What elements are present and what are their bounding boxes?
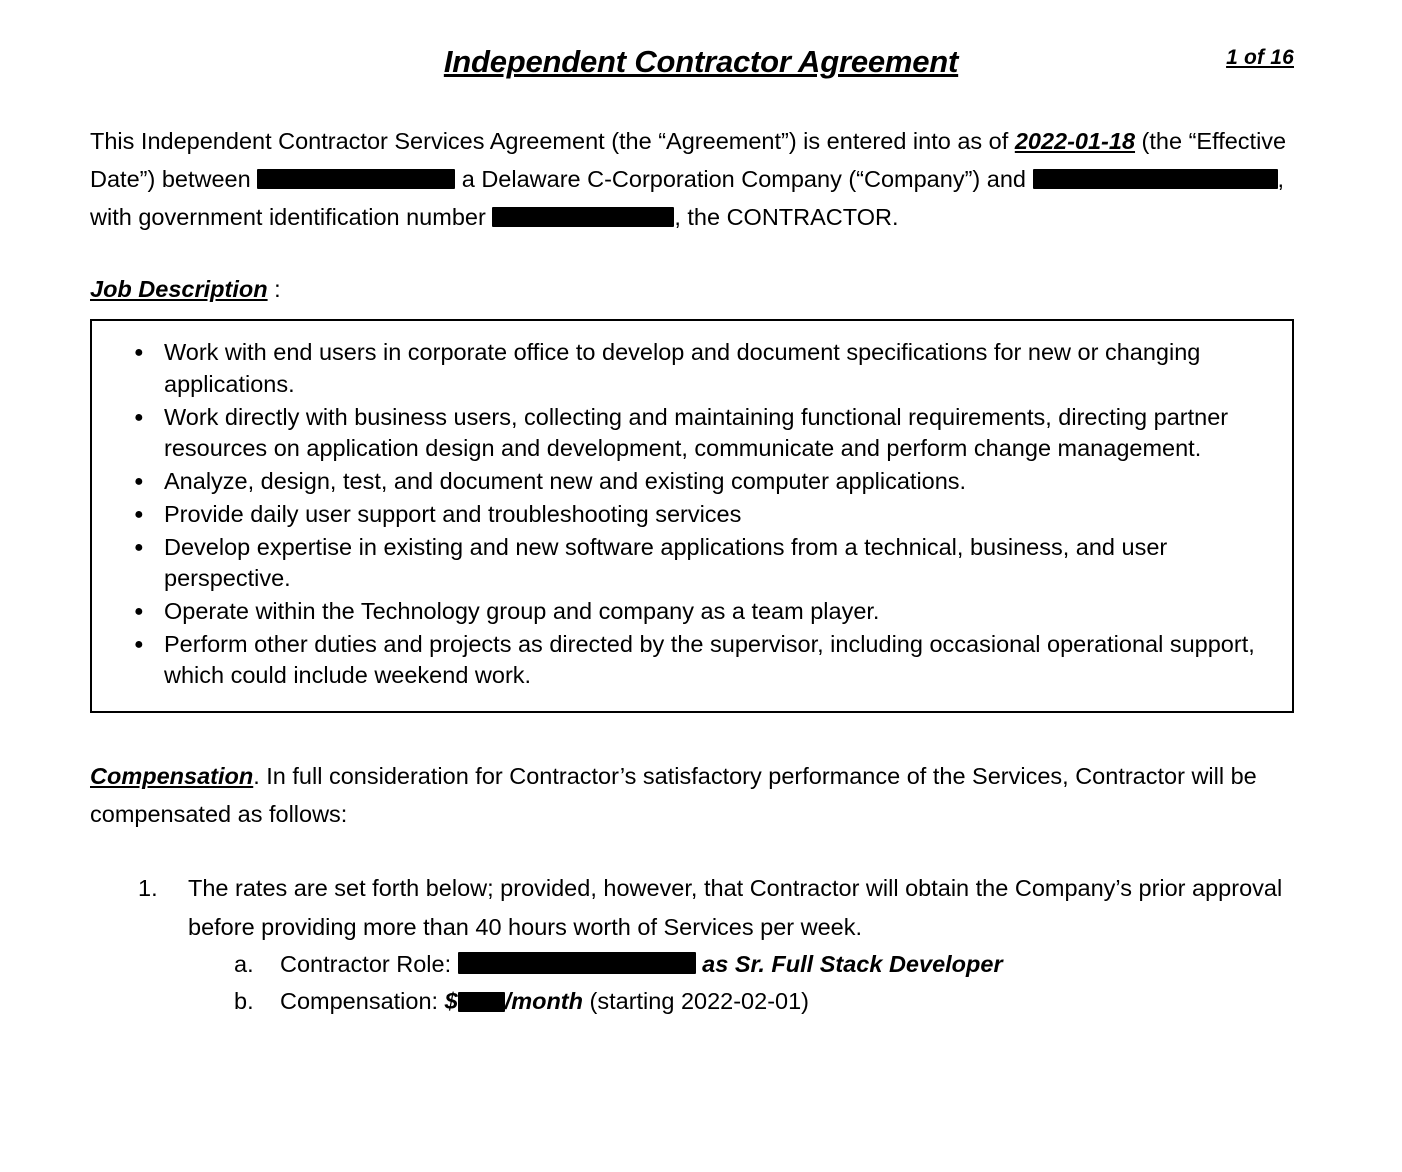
intro-paragraph	[90, 122, 1294, 236]
page-number: 1 of 16	[1226, 46, 1294, 69]
list-item: ● Perform other duties and projects as directed by the supervisor, including occasional operational support, which could include weekend work.	[110, 629, 1274, 692]
compensation-heading: Compensation	[90, 763, 254, 790]
effective-date-value: 2022-01-18	[1014, 128, 1136, 154]
compensation-amount-suffix: /month	[504, 987, 583, 1014]
compensation-amount-label: Compensation:	[280, 987, 445, 1014]
redacted-compensation-amount	[458, 992, 505, 1012]
list-item: ● Provide daily user support and troubleshooting services	[110, 499, 1274, 531]
list-item	[234, 946, 1294, 983]
contractor-role-label: Contractor Role:	[280, 950, 458, 977]
list-item: ● Analyze, design, test, and document new and existing computer applications.	[110, 466, 1274, 498]
redacted-contractor-name	[1033, 169, 1278, 189]
job-description-box	[90, 319, 1294, 713]
job-description-list	[110, 337, 1274, 692]
job-description-heading: Job Description	[90, 276, 268, 303]
compensation-start-note: (starting 2022-02-01)	[583, 987, 809, 1014]
intro-text-2: (the “Effective Date”) between	[90, 128, 1287, 193]
intro-text-5: , the CONTRACTOR.	[674, 204, 899, 231]
redacted-company-name	[257, 169, 455, 189]
page-title: Independent Contractor Agreement	[443, 44, 959, 79]
list-item	[234, 983, 1294, 1020]
compensation-item-1-text: The rates are set forth below; provided, however, that Contractor will obtain the Company’s prior approval before providing more than 40 hours worth of Services per week.	[188, 875, 1283, 940]
compensation-sub-list	[188, 946, 1294, 1020]
job-description-heading-line	[90, 276, 1294, 303]
job-description-heading-suffix: :	[267, 276, 281, 303]
redacted-government-id	[492, 207, 674, 227]
redacted-contractor-role	[458, 952, 696, 974]
list-item	[138, 869, 1294, 1020]
list-item: ● Operate within the Technology group and company as a team player.	[110, 596, 1274, 628]
compensation-paragraph	[90, 757, 1294, 833]
list-item: ● Work directly with business users, collecting and maintaining functional requirements, directing partner resources on application design and development, communicate and perform change management.	[110, 402, 1274, 465]
intro-text-1: This Independent Contractor Services Agreement (the “Agreement”) is entered into as of	[90, 128, 1015, 154]
document-body	[90, 122, 1294, 1020]
compensation-amount-prefix: $	[444, 987, 458, 1014]
compensation-intro-text: . In full consideration for Contractor’s satisfactory performance of the Services, Contractor will be compensated as follows:	[90, 763, 1257, 828]
intro-text-4: , with government identification number	[90, 166, 1285, 231]
contractor-role-title: as Sr. Full Stack Developer	[695, 950, 1003, 977]
document-page	[0, 44, 1402, 1172]
list-item: ● Work with end users in corporate office to develop and document specifications for new or changing applications.	[110, 337, 1274, 400]
intro-text-3: a Delaware C-Corporation Company (“Company”) and	[455, 166, 1033, 193]
compensation-list	[90, 869, 1294, 1020]
list-item: ● Develop expertise in existing and new software applications from a technical, business, and user perspective.	[110, 532, 1274, 595]
